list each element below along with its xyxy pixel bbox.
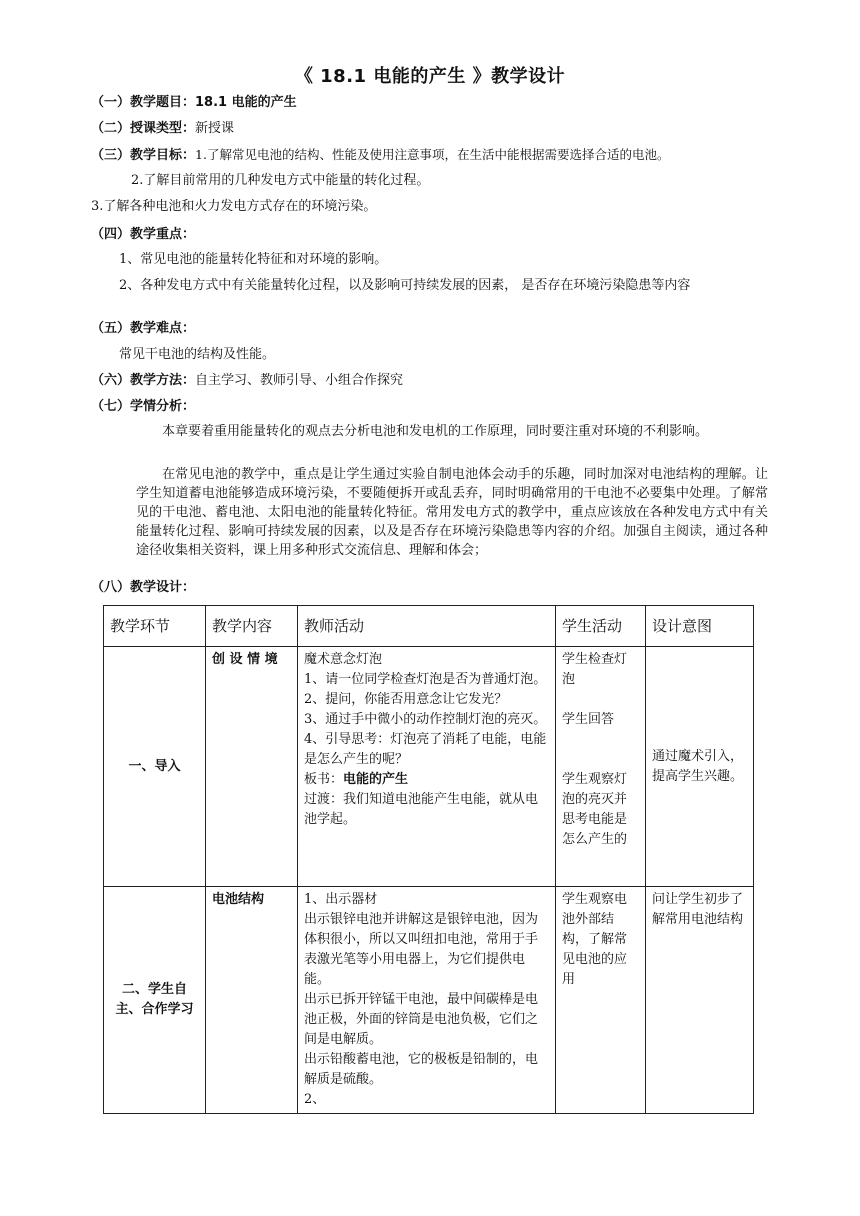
row-2-intent: 问让学生初步了解常用电池结构 <box>646 887 754 1114</box>
section-goals <box>91 145 669 166</box>
table-row <box>104 647 754 887</box>
difficulties-text: 常见干电池的结构及性能。 <box>119 347 276 362</box>
section-type <box>91 119 234 139</box>
section-topic-label: （一）教学题目： <box>91 95 196 110</box>
row-2-teacher-line-3: 出示已拆开锌锰干电池，最中间碳棒是电池正极，外面的锌筒是电池负极，它们之间是电解质。 <box>304 992 539 1047</box>
section-type-value: 新授课 <box>195 121 235 136</box>
section-topic <box>91 93 297 113</box>
row-1-student <box>556 647 646 887</box>
row-2-teacher-line-4: 出示铅酸蓄电池，它的极板是铅制的，电解质是硫酸。 <box>304 1052 539 1087</box>
section-methods <box>91 371 403 391</box>
header-intent: 设计意图 <box>646 606 754 647</box>
row-1-stage: 一、导入 <box>104 647 206 887</box>
goal-item-1: 1.了解常见电池的结构、性能及使用注意事项，在生活中能根据需要选择合适的电池。 <box>195 147 670 162</box>
header-teacher: 教师活动 <box>298 606 556 647</box>
section-methods-label: （六）教学方法： <box>91 373 196 388</box>
document-title: 《 18.1 电能的产生 》教学设计 <box>294 66 566 87</box>
row-1-student-3: 学生观察灯泡的亮灭并思考电能是怎么产生的 <box>562 772 628 847</box>
table-header-row <box>104 606 754 647</box>
keypoint-item-2: 2、各种发电方式中有关能量转化过程，以及影响可持续发展的因素， 是否存在环境污染隐患等内容 <box>119 278 691 293</box>
row-1-blackboard <box>304 770 549 790</box>
section-goals-label: （三）教学目标： <box>91 148 196 163</box>
row-1-teacher-line-8: 过渡：我们知道电池能产生电能，就从电池学起。 <box>304 792 539 827</box>
row-2-stage: 二、学生自主、合作学习 <box>104 887 206 1114</box>
row-1-teacher-line-5: 4、引导思考：灯泡亮了消耗了电能，电能是怎么产生的呢？ <box>304 732 547 767</box>
section-topic-value: 18.1 电能的产生 <box>195 95 297 110</box>
row-1-teacher-line-2: 1、请一位同学检查灯泡是否为普通灯泡。 <box>304 672 547 687</box>
header-stage: 教学环节 <box>104 606 206 647</box>
design-table <box>103 605 754 1114</box>
table-row <box>104 887 754 1114</box>
section-design-label: （八）教学设计： <box>91 580 196 595</box>
row-2-student: 学生观察电池外部结构，了解常见电池的应用 <box>556 887 646 1114</box>
row-2-teacher <box>298 887 556 1114</box>
section-methods-value: 自主学习、教师引导、小组合作探究 <box>195 373 404 388</box>
row-1-teacher-line-3: 2、提问，你能否用意念让它发光？ <box>304 692 508 707</box>
section-difficulties-label: （五）教学难点： <box>91 321 196 336</box>
row-2-teacher-line-1: 1、出示器材 <box>304 892 378 907</box>
keypoint-item-1: 1、常见电池的能量转化特征和对环境的影响。 <box>119 252 388 267</box>
row-1-student-2: 学生回答 <box>562 712 615 727</box>
row-1-intent: 通过魔术引入，提高学生兴趣。 <box>646 647 754 887</box>
header-content: 教学内容 <box>206 606 298 647</box>
blackboard-title: 电能的产生 <box>343 772 409 787</box>
section-type-label: （二）授课类型： <box>91 121 196 136</box>
row-1-teacher-line-4: 3、通过手中微小的动作控制灯泡的亮灭。 <box>304 712 547 727</box>
row-1-teacher-line-1: 魔术意念灯泡 <box>304 652 383 667</box>
row-2-teacher-line-2: 出示银锌电池并讲解这是银锌电池，因为体积很小，所以又叫纽扣电池，常用于手表激光笔等小用电器上，为它们提供电能。 <box>304 912 539 987</box>
section-keypoints-label: （四）教学重点： <box>91 227 196 242</box>
goal-item-3: 3.了解各种电池和火力发电方式存在的环境污染。 <box>91 199 377 214</box>
goal-item-2: 2.了解目前常用的几种发电方式中能量的转化过程。 <box>131 173 430 188</box>
section-analysis-label: （七）学情分析： <box>91 399 196 414</box>
row-1-content: 创 设 情 境 <box>206 647 298 887</box>
row-2-teacher-line-5: 2、 <box>304 1092 326 1107</box>
row-1-teacher <box>298 647 556 887</box>
analysis-paragraph-2: 在常见电池的教学中，重点是让学生通过实验自制电池体会动手的乐趣，同时加深对电池结构的理解。让学生知道蓄电池能够造成环境污染，不要随便拆开或乱丢弃，同时明确常用的干电池不必要集中处理。了解常见的干电池、蓄电池、太阳电池的能量转化特征。常用发电方式的教学中，重点应该放在各种发电方式中有关能量转化过程、影响可持续发展的因素，以及是否存在环境污染隐患等内容的介绍。加强自主阅读，通过各种途径收集相关资料，课上用多种形式交流信息、理解和体会； <box>136 467 768 558</box>
row-2-content: 电池结构 <box>206 887 298 1114</box>
header-student: 学生活动 <box>556 606 646 647</box>
blackboard-label: 板书： <box>304 772 344 787</box>
row-1-student-1: 学生检查灯泡 <box>562 652 628 687</box>
analysis-paragraph-1: 本章要着重用能量转化的观点去分析电池和发电机的工作原理，同时要注重对环境的不利影响。 <box>162 424 709 439</box>
